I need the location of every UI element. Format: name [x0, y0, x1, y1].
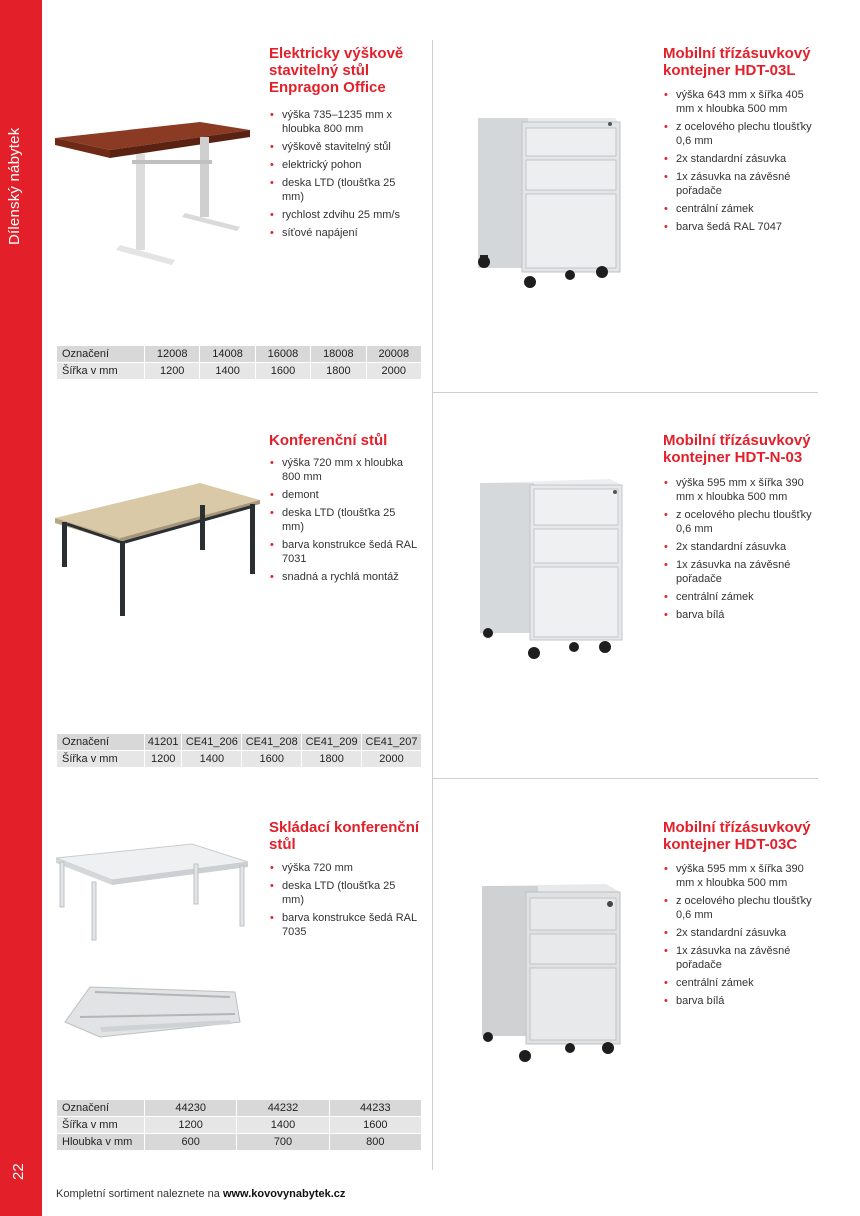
feature-list: [269, 861, 419, 943]
feature-item: • z ocelového plechu tloušťky 0,6 mm: [663, 120, 818, 148]
product-title: Mobilní třízásuvkový kontejner HDT-N-03: [663, 432, 811, 466]
feature-item: • výška 735–1235 mm x hloubka 800 mm: [269, 108, 419, 136]
table-cell: 44232: [237, 1100, 329, 1117]
feature-item: • výška 595 mm x šířka 390 mm x hloubka 500 mm: [663, 862, 818, 890]
height-adjustable-desk-image: [50, 110, 255, 270]
table-cell: 600: [145, 1134, 237, 1151]
table-cell: 800: [329, 1134, 421, 1151]
product-title: Mobilní třízásuvkový kontejner HDT-03L: [663, 45, 811, 79]
table-row-label: Šířka v mm: [57, 751, 145, 768]
feature-item: • síťové napájení: [269, 226, 419, 240]
product-title: Skládací konferenční stůl: [269, 819, 420, 853]
table-cell: 20008: [366, 346, 421, 363]
table-cell: 1600: [255, 363, 310, 380]
product-title: Mobilní třízásuvkový kontejner HDT-03C: [663, 819, 811, 853]
footer-text: Kompletní sortiment naleznete na: [56, 1188, 220, 1200]
feature-item: • 1x zásuvka na závěsné pořadače: [663, 170, 818, 198]
table-row-label: Označení: [57, 346, 145, 363]
table-cell: 2000: [362, 751, 422, 768]
table-row-label: Označení: [57, 734, 145, 751]
table-cell: CE41_209: [302, 734, 362, 751]
table-cell: 44230: [145, 1100, 237, 1117]
feature-item: • barva bílá: [663, 608, 818, 622]
spec-table: [56, 345, 422, 380]
feature-item: • 2x standardní zásuvka: [663, 152, 818, 166]
table-cell: 1600: [329, 1117, 421, 1134]
feature-item: • výška 643 mm x šířka 405 mm x hloubka 500 mm: [663, 88, 818, 116]
feature-list: [269, 108, 419, 244]
feature-item: • centrální zámek: [663, 202, 818, 216]
page-number: 22: [10, 1163, 27, 1180]
feature-item: • 2x standardní zásuvka: [663, 540, 818, 554]
conference-table-image: [50, 478, 265, 623]
feature-item: • z ocelového plechu tloušťky 0,6 mm: [663, 894, 818, 922]
table-cell: CE41_208: [242, 734, 302, 751]
row-divider-2: [432, 778, 818, 779]
product-title: Elektricky výškově stavitelný stůl Enpragon Office: [269, 45, 404, 96]
website-link[interactable]: www.kovovynabytek.cz: [222, 1188, 346, 1200]
table-row-label: Šířka v mm: [57, 1117, 145, 1134]
footer: [56, 1188, 345, 1200]
table-cell: CE41_206: [182, 734, 242, 751]
table-row-label: Šířka v mm: [57, 363, 145, 380]
table-row-label: Označení: [57, 1100, 145, 1117]
feature-item: • 1x zásuvka na závěsné pořadače: [663, 944, 818, 972]
feature-item: • z ocelového plechu tloušťky 0,6 mm: [663, 508, 818, 536]
spec-table: [56, 1099, 422, 1151]
drawer-container-image: [470, 110, 630, 295]
feature-item: • deska LTD (tloušťka 25 mm): [269, 506, 419, 534]
table-row-label: Hloubka v mm: [57, 1134, 145, 1151]
feature-item: • centrální zámek: [663, 976, 818, 990]
feature-item: • výška 595 mm x šířka 390 mm x hloubka 500 mm: [663, 476, 818, 504]
table-cell: 41201: [145, 734, 182, 751]
feature-list: [663, 476, 818, 626]
feature-item: • výška 720 mm x hloubka 800 mm: [269, 456, 419, 484]
table-cell: 1200: [145, 363, 200, 380]
feature-item: • 1x zásuvka na závěsné pořadače: [663, 558, 818, 586]
feature-item: • snadná a rychlá montáž: [269, 570, 419, 584]
table-cell: 12008: [145, 346, 200, 363]
table-cell: 18008: [311, 346, 366, 363]
table-cell: 44233: [329, 1100, 421, 1117]
feature-item: • barva konstrukce šedá RAL 7031: [269, 538, 419, 566]
feature-item: • 2x standardní zásuvka: [663, 926, 818, 940]
feature-item: • deska LTD (tloušťka 25 mm): [269, 879, 419, 907]
table-cell: 1400: [182, 751, 242, 768]
feature-item: • demont: [269, 488, 419, 502]
column-divider: [432, 40, 433, 1170]
table-cell: 700: [237, 1134, 329, 1151]
table-cell: 1200: [145, 751, 182, 768]
feature-item: • centrální zámek: [663, 590, 818, 604]
table-cell: 1800: [311, 363, 366, 380]
table-cell: 1400: [200, 363, 255, 380]
table-cell: 1600: [242, 751, 302, 768]
feature-item: • barva šedá RAL 7047: [663, 220, 818, 234]
feature-list: [663, 862, 818, 1012]
section-title: Dílenský nábytek: [6, 127, 23, 245]
feature-item: • elektrický pohon: [269, 158, 419, 172]
feature-list: [269, 456, 419, 588]
product-title: Konferenční stůl: [269, 432, 388, 449]
folded-table-image: [60, 982, 245, 1042]
drawer-container-image: [470, 475, 630, 665]
feature-item: • deska LTD (tloušťka 25 mm): [269, 176, 419, 204]
feature-item: • rychlost zdvihu 25 mm/s: [269, 208, 419, 222]
folding-table-image: [52, 840, 252, 945]
table-cell: 1200: [145, 1117, 237, 1134]
feature-list: [663, 88, 818, 238]
row-divider-1: [432, 392, 818, 393]
feature-item: • výškově stavitelný stůl: [269, 140, 419, 154]
table-cell: 16008: [255, 346, 310, 363]
table-cell: 1800: [302, 751, 362, 768]
feature-item: • výška 720 mm: [269, 861, 419, 875]
feature-item: • barva bílá: [663, 994, 818, 1008]
table-cell: 2000: [366, 363, 421, 380]
table-cell: 14008: [200, 346, 255, 363]
feature-item: • barva konstrukce šedá RAL 7035: [269, 911, 419, 939]
table-cell: 1400: [237, 1117, 329, 1134]
spec-table: [56, 733, 422, 768]
drawer-container-image: [470, 880, 630, 1065]
table-cell: CE41_207: [362, 734, 422, 751]
